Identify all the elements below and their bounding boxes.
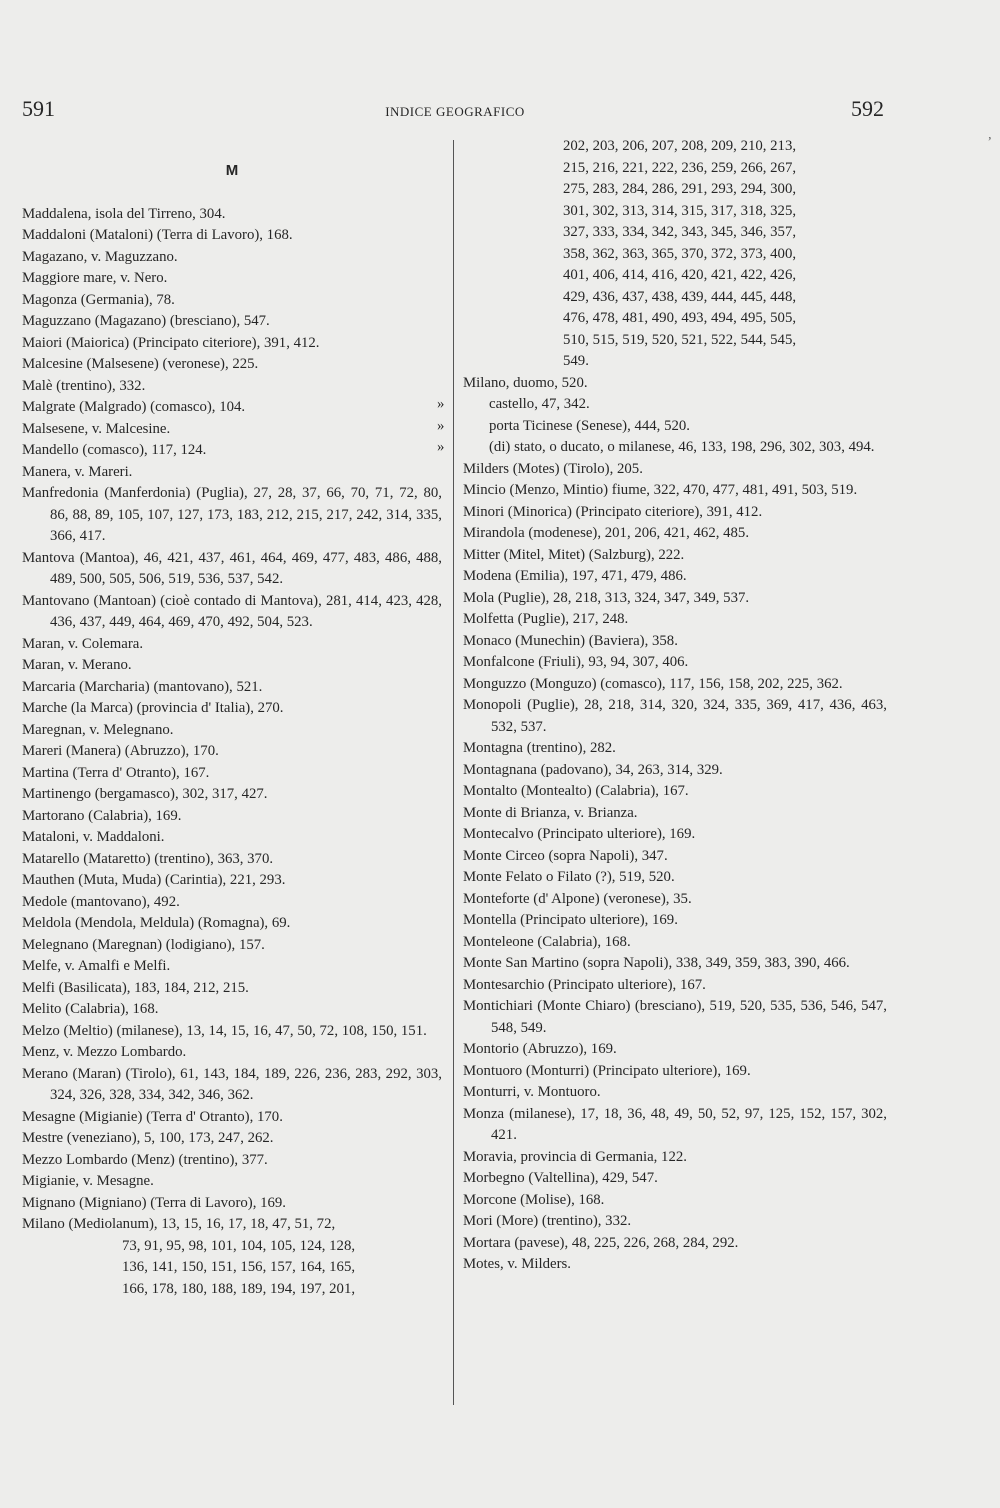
milano-page-refs: 215, 216, 221, 222, 236, 259, 266, 267, — [563, 159, 797, 176]
index-entry: Mataloni, v. Maddaloni. — [22, 829, 165, 845]
index-entry: Mirandola (modenese), 201, 206, 421, 462, 485. — [463, 525, 750, 541]
milano-subentry — [437, 416, 887, 438]
left-column — [22, 136, 442, 1300]
index-entry: Moravia, provincia di Germania, 122. — [463, 1148, 687, 1165]
index-entry: Mincio (Menzo, Mintio) fiume, 322, 470, 477, 481, 491, 503, 519. — [463, 482, 858, 498]
index-entry: Mantova (Mantoa), 46, 421, 437, 461, 464, 469, 477, 483, 486, 488, 489, 500, 505, 506, 519, 536, 537, 542. — [22, 549, 442, 587]
index-entry: Milders (Motes) (Tirolo), 205. — [463, 460, 643, 477]
milano-continuation-left — [22, 1236, 442, 1301]
index-entry: Montecalvo (Principato ulteriore), 169. — [463, 826, 696, 842]
milano-page-refs: 73, 91, 95, 98, 101, 104, 105, 124, 128, — [122, 1237, 356, 1254]
index-entry: Monfalcone (Friuli), 93, 94, 307, 406. — [463, 654, 689, 670]
index-entry: Martorano (Calabria), 169. — [22, 807, 182, 824]
left-page-number: 591 — [22, 96, 55, 121]
page-header — [0, 96, 1000, 132]
index-entry: Modena (Emilia), 197, 471, 479, 486. — [463, 568, 687, 584]
milano-page-refs: 202, 203, 206, 207, 208, 209, 210, 213, — [563, 138, 797, 154]
index-entry: Montuoro (Monturri) (Principato ulteriore), 169. — [463, 1062, 751, 1079]
index-entry: Maddalena, isola del Tirreno, 304. — [22, 205, 226, 222]
index-entry: Monaco (Munechin) (Baviera), 358. — [463, 632, 678, 649]
index-entry: Monte Felato o Filato (?), 519, 520. — [463, 869, 675, 885]
milano-page-refs: 136, 141, 150, 151, 156, 157, 164, 165, — [122, 1259, 356, 1275]
milano-page-refs: 301, 302, 313, 314, 315, 317, 318, 325, — [563, 202, 797, 219]
index-entry: Mignano (Migniano) (Terra di Lavoro), 169. — [22, 1194, 287, 1211]
column-divider — [453, 140, 454, 1405]
running-title: INDICE GEOGRAFICO — [385, 104, 525, 119]
index-entry: Malcesine (Malsesene) (veronese), 225. — [22, 356, 259, 372]
index-entry: Milano (Mediolanum), 13, 15, 16, 17, 18, 47, 51, 72, — [22, 1216, 336, 1232]
index-entry: Maddaloni (Mataloni) (Terra di Lavoro), 168. — [22, 227, 293, 243]
index-entry: Maggiore mare, v. Nero. — [22, 270, 168, 286]
index-entry: Morcone (Molise), 168. — [463, 1191, 605, 1208]
right-entry-list — [463, 459, 887, 1276]
right-column — [437, 136, 887, 1276]
subentry-text: castello, 47, 342. — [489, 396, 590, 412]
index-entry: Maiori (Maiorica) (Principato citeriore), 391, 412. — [22, 334, 320, 351]
index-entry: Melfi (Basilicata), 183, 184, 212, 215. — [22, 979, 249, 996]
index-entry: Magazano, v. Maguzzano. — [22, 248, 178, 265]
index-entry: Maran, v. Colemara. — [22, 635, 144, 652]
index-entry: Monteforte (d' Alpone) (veronese), 35. — [463, 890, 692, 907]
index-entry: Monopoli (Puglie), 28, 218, 314, 320, 324, 335, 369, 417, 436, 463, 532, 537. — [463, 697, 887, 735]
index-entry: Mola (Puglie), 28, 218, 313, 324, 347, 349, 537. — [463, 589, 750, 606]
milano-continuation-right — [463, 136, 887, 373]
index-entry: Molfetta (Puglie), 217, 248. — [463, 611, 629, 627]
index-entry: Manera, v. Mareri. — [22, 463, 133, 480]
milano-page-refs: 549. — [563, 353, 589, 369]
index-entry: Mezzo Lombardo (Menz) (trentino), 377. — [22, 1151, 268, 1168]
subentry-text: (di) stato, o ducato, o milanese, 46, 133, 198, 296, 302, 303, 494. — [489, 439, 875, 455]
index-entry: Melzo (Meltio) (milanese), 13, 14, 15, 16, 47, 50, 72, 108, 150, 151. — [22, 1022, 427, 1039]
index-entry: Melito (Calabria), 168. — [22, 1001, 159, 1017]
ditto-mark: » — [437, 396, 445, 412]
index-entry: Merano (Maran) (Tirolo), 61, 143, 184, 189, 226, 236, 283, 292, 303, 324, 326, 328, 334, 342, 346, 362. — [22, 1065, 442, 1103]
milano-page-refs: 401, 406, 414, 416, 420, 421, 422, 426, — [563, 267, 797, 283]
index-entry: Morbegno (Valtellina), 429, 547. — [463, 1170, 658, 1186]
index-entry: Monguzzo (Monguzo) (comasco), 117, 156, 158, 202, 225, 362. — [463, 675, 843, 692]
index-entry: Meldola (Mendola, Meldula) (Romagna), 69. — [22, 915, 291, 931]
index-entry: Menz, v. Mezzo Lombardo. — [22, 1044, 187, 1060]
index-entry: Melfe, v. Amalfi e Melfi. — [22, 958, 171, 974]
index-entry-milano-duomo: Milano, duomo, 520. — [463, 374, 588, 391]
milano-subentry — [437, 437, 887, 459]
index-entry: Marche (la Marca) (provincia d' Italia), 270. — [22, 700, 284, 716]
index-entry: Martinengo (bergamasco), 302, 317, 427. — [22, 786, 268, 802]
index-entry: Mauthen (Muta, Muda) (Carintia), 221, 293. — [22, 872, 286, 888]
index-entry: Malgrate (Malgrado) (comasco), 104. — [22, 399, 246, 415]
section-letter: M — [225, 162, 239, 179]
index-entry: Minori (Minorica) (Principato citeriore), 391, 412. — [463, 503, 763, 520]
left-entry-list — [22, 204, 442, 1236]
milano-page-refs: 358, 362, 363, 365, 370, 372, 373, 400, — [563, 245, 797, 262]
index-entry: Mestre (veneziano), 5, 100, 173, 247, 262. — [22, 1130, 274, 1146]
milano-page-refs: 510, 515, 519, 520, 521, 522, 544, 545, — [563, 331, 797, 348]
index-entry: Maguzzano (Magazano) (bresciano), 547. — [22, 313, 270, 329]
milano-page-refs: 166, 178, 180, 188, 189, 194, 197, 201, — [122, 1280, 356, 1297]
index-entry: Mesagne (Migianie) (Terra d' Otranto), 170. — [22, 1108, 283, 1125]
index-entry: Malè (trentino), 332. — [22, 377, 146, 394]
index-entry: Monte Circeo (sopra Napoli), 347. — [463, 847, 668, 864]
index-entry: Montichiari (Monte Chiaro) (bresciano), 519, 520, 535, 536, 546, 547, 548, 549. — [463, 998, 887, 1036]
index-entry: Maran, v. Merano. — [22, 657, 132, 673]
index-entry: Mareri (Manera) (Abruzzo), 170. — [22, 743, 219, 759]
index-entry: Mitter (Mitel, Mitet) (Salzburg), 222. — [463, 546, 685, 563]
index-entry: Maregnan, v. Melegnano. — [22, 721, 174, 738]
index-entry: Migianie, v. Mesagne. — [22, 1173, 154, 1189]
index-entry: Montagnana (padovano), 34, 263, 314, 329. — [463, 761, 723, 778]
index-entry: Manfredonia (Manferdonia) (Puglia), 27, 28, 37, 66, 70, 71, 72, 80, 86, 88, 89, 105, 107, 127, 173, 183, 212, 215, 217, 242, 314, 335, 366, 417. — [22, 485, 442, 544]
milano-page-refs: 275, 283, 284, 286, 291, 293, 294, 300, — [563, 181, 797, 197]
index-entry: Montella (Principato ulteriore), 169. — [463, 912, 678, 928]
scan-mark: ’ — [987, 135, 992, 150]
index-entry: Magonza (Germania), 78. — [22, 291, 175, 308]
index-entry: Mortara (pavese), 48, 225, 226, 268, 284, 292. — [463, 1234, 739, 1251]
subentry-text: porta Ticinese (Senese), 444, 520. — [489, 417, 690, 434]
index-entry: Montagna (trentino), 282. — [463, 740, 616, 756]
index-entry: Monturri, v. Montuoro. — [463, 1084, 601, 1100]
milano-page-refs: 327, 333, 334, 342, 343, 345, 346, 357, — [563, 224, 797, 240]
index-entry: Mori (More) (trentino), 332. — [463, 1213, 632, 1229]
index-entry: Montorio (Abruzzo), 169. — [463, 1041, 617, 1057]
index-entry: Melegnano (Maregnan) (lodigiano), 157. — [22, 936, 265, 953]
index-entry: Montesarchio (Principato ulteriore), 167. — [463, 976, 706, 993]
milano-page-refs: 429, 436, 437, 438, 439, 444, 445, 448, — [563, 288, 797, 305]
index-entry: Monteleone (Calabria), 168. — [463, 933, 631, 950]
ditto-mark: » — [437, 439, 445, 455]
index-entry: Monte di Brianza, v. Brianza. — [463, 804, 638, 821]
right-page-number: 592 — [851, 96, 884, 121]
milano-subentry — [437, 394, 887, 416]
index-entry: Montalto (Montealto) (Calabria), 167. — [463, 783, 689, 799]
milano-page-refs: 476, 478, 481, 490, 493, 494, 495, 505, — [563, 310, 797, 326]
index-entry: Matarello (Mataretto) (trentino), 363, 370. — [22, 850, 274, 867]
index-entry: Mantovano (Mantoan) (cioè contado di Mantova), 281, 414, 423, 428, 436, 437, 449, 464, 469, 470, 492, 504, 523. — [22, 592, 442, 630]
index-entry: Mandello (comasco), 117, 124. — [22, 442, 207, 458]
index-entry: Malsesene, v. Malcesine. — [22, 420, 171, 437]
index-entry: Monza (milanese), 17, 18, 36, 48, 49, 50, 52, 97, 125, 152, 157, 302, 421. — [463, 1105, 887, 1143]
milano-subentries — [437, 394, 887, 459]
index-entry: Monte San Martino (sopra Napoli), 338, 349, 359, 383, 390, 466. — [463, 955, 850, 971]
index-entry: Martina (Terra d' Otranto), 167. — [22, 764, 210, 781]
index-entry: Marcaria (Marcharia) (mantovano), 521. — [22, 678, 263, 695]
index-entry: Medole (mantovano), 492. — [22, 893, 180, 910]
ditto-mark: » — [437, 417, 445, 434]
index-entry: Motes, v. Milders. — [463, 1256, 571, 1272]
